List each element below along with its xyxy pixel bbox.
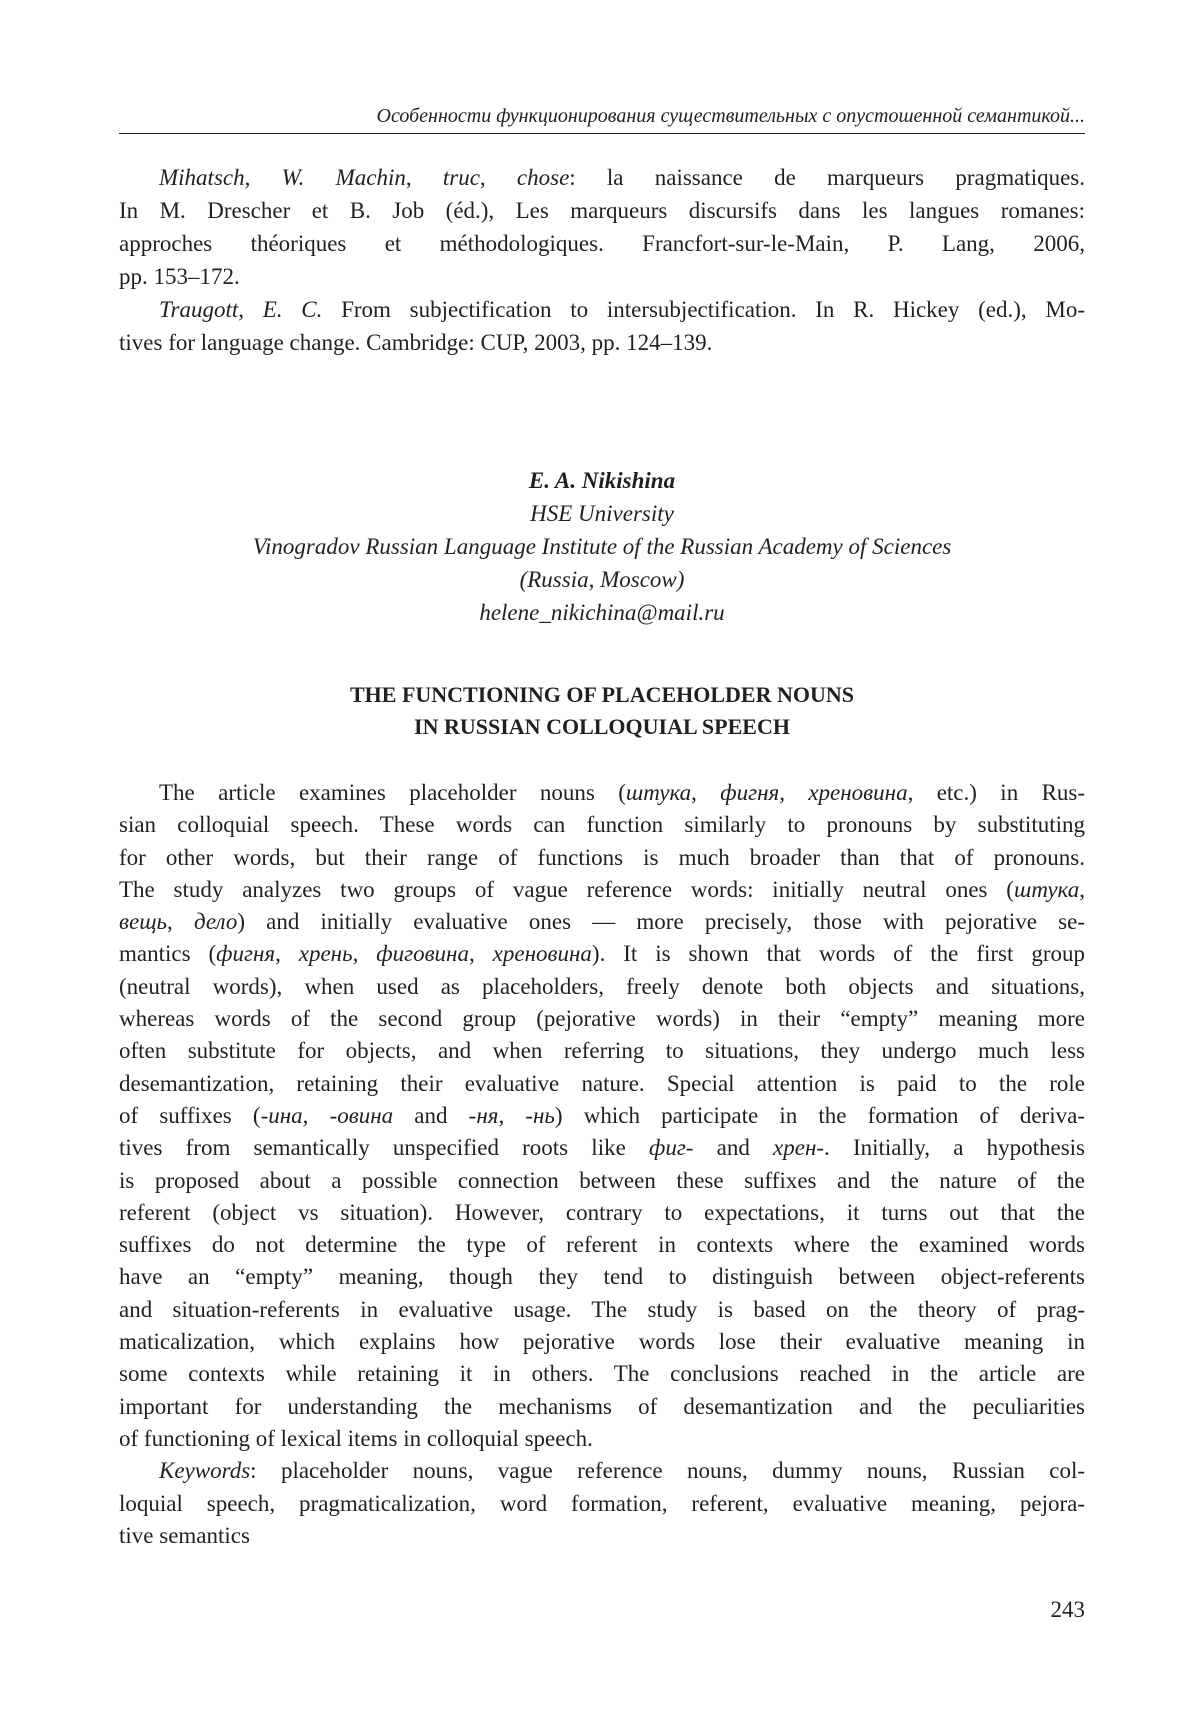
text-line: [119, 842, 1085, 874]
text-line: [119, 293, 1085, 326]
italic-text: truc: [442, 165, 480, 190]
text-line: [119, 1003, 1085, 1035]
author-affiliation: HSE University: [530, 501, 674, 526]
italic-text: -нь: [525, 1102, 555, 1128]
author-block: [119, 464, 1085, 629]
text-span: ,: [468, 941, 493, 967]
text-span: From subjectification to intersubjectification. In R. Hickey (ed.), Mo-: [322, 297, 1085, 322]
text-span: . Initially, a hypothesis: [824, 1135, 1085, 1161]
text-span: sian colloquial speech. These words can function similarly to pronouns by substituting: [119, 812, 1085, 838]
text-line: [119, 809, 1085, 841]
text-line: [119, 1261, 1085, 1293]
italic-text: хрен-: [773, 1135, 825, 1161]
text-span: whereas words of the second group (pejorative words) in their “empty” meaning more: [119, 1006, 1085, 1032]
text-span: of suffixes (: [119, 1102, 261, 1128]
text-span: ) and initially evaluative ones — more precisely, those with pejorative se-: [237, 909, 1085, 935]
text-line: [119, 194, 1085, 227]
author-location: (Russia, Moscow): [519, 567, 685, 592]
italic-text: Mihatsch, W. Machin: [159, 165, 406, 190]
italic-text: хрень: [298, 941, 353, 967]
text-span: ,: [167, 909, 194, 935]
text-span: ,: [498, 1102, 526, 1128]
text-line: [119, 1197, 1085, 1229]
italic-text: хреновина: [492, 941, 592, 967]
running-header: Особенности функционирования существительных с опустошенной семантикой...: [376, 105, 1085, 127]
text-span: approches théoriques et méthodologiques. Francfort-sur-le-Main, P. Lang, 2006,: [119, 231, 1085, 256]
references-list: [119, 161, 1085, 359]
text-span: ). It is shown that words of the first group: [591, 941, 1085, 967]
italic-text: штука: [625, 780, 692, 805]
text-span: tives from semantically unspecified roots like: [119, 1135, 649, 1161]
text-span: In M. Drescher et B. Job (éd.), Les marqueurs discursifs dans les langues romanes:: [119, 198, 1085, 223]
abstract-paragraph: [119, 777, 1085, 1455]
italic-text: штука: [1013, 876, 1080, 902]
text-line: [119, 1035, 1085, 1067]
text-span: ,: [691, 780, 721, 805]
text-line: [119, 938, 1085, 970]
text-line: [119, 1165, 1085, 1197]
author-name: E. A. Nikishina: [528, 468, 676, 493]
article-title-line: THE FUNCTIONING OF PLACEHOLDER NOUNS: [349, 682, 854, 707]
text-span: loquial speech, pragmaticalization, word formation, referent, evaluative meaning, pejora-: [119, 1490, 1085, 1516]
text-span: pp. 153–172.: [119, 264, 240, 289]
text-span: often substitute for objects, and when referring to situations, they undergo much less: [119, 1038, 1085, 1064]
text-line: [119, 971, 1085, 1003]
text-line: [119, 1520, 1085, 1552]
text-line: [119, 777, 1085, 809]
italic-text: хреновина: [808, 780, 908, 805]
text-span: The article examines placeholder nouns (: [159, 780, 626, 805]
text-line: [119, 1132, 1085, 1164]
article-title-line: IN RUSSIAN COLLOQUIAL SPEECH: [414, 714, 790, 739]
text-line: [119, 1100, 1085, 1132]
text-span: important for understanding the mechanisms of desemantization and the peculiarities: [119, 1393, 1085, 1419]
reference-entry: [119, 293, 1085, 359]
text-line: [119, 1488, 1085, 1520]
text-span: ,: [479, 165, 517, 190]
italic-text: фиговина: [376, 941, 469, 967]
text-line: [119, 161, 1085, 194]
text-line: [119, 1391, 1085, 1423]
text-line: [119, 874, 1085, 906]
text-span: and: [693, 1135, 774, 1161]
italic-text: -ина: [260, 1102, 303, 1128]
italic-text: вещь: [119, 909, 168, 935]
italic-text: фиг-: [648, 1135, 694, 1161]
abstract-section: [119, 777, 1085, 1552]
text-span: , etc.) in Rus-: [907, 780, 1086, 805]
text-line: [119, 326, 1085, 359]
text-span: maticalization, which explains how pejorative words lose their evaluative meaning in: [119, 1329, 1085, 1355]
italic-text: фигня: [216, 941, 276, 967]
keywords-paragraph: [119, 1455, 1085, 1552]
reference-entry: [119, 161, 1085, 293]
text-span: have an “empty” meaning, though they tend to distinguish between object-referents: [119, 1264, 1085, 1290]
italic-text: chose: [516, 165, 570, 190]
text-span: ,: [275, 941, 299, 967]
italic-text: -овина: [329, 1102, 394, 1128]
text-span: tives for language change. Cambridge: CUP, 2003, pp. 124–139.: [119, 330, 713, 355]
text-span: ,: [779, 780, 809, 805]
text-line: [119, 1358, 1085, 1390]
text-span: some contexts while retaining it in others. The conclusions reached in the article are: [119, 1361, 1085, 1387]
text-span: is proposed about a possible connection between these suffixes and the nature of the: [119, 1167, 1085, 1193]
text-span: : la naissance de marqueurs pragmatiques.: [569, 165, 1085, 190]
text-line: [119, 1068, 1085, 1100]
author-affiliation: Vinogradov Russian Language Institute of the Russian Academy of Sciences: [252, 534, 952, 559]
author-email: helene_nikichina@mail.ru: [479, 600, 725, 625]
text-span: (neutral words), when used as placeholders, freely denote both objects and situations,: [119, 973, 1085, 999]
text-span: desemantization, retaining their evaluative nature. Special attention is paid to the role: [119, 1070, 1085, 1096]
text-span: of functioning of lexical items in colloquial speech.: [119, 1425, 593, 1451]
text-line: [119, 227, 1085, 260]
text-span: ,: [1079, 876, 1085, 902]
text-line: [119, 1229, 1085, 1261]
italic-text: Traugott, E. C.: [159, 297, 323, 322]
text-line: [119, 1326, 1085, 1358]
text-line: [119, 1423, 1085, 1455]
text-line: [119, 906, 1085, 938]
italic-text: дело: [193, 909, 238, 935]
text-span: : placeholder nouns, vague reference nouns, dummy nouns, Russian col-: [250, 1458, 1085, 1484]
header-divider: [119, 133, 1085, 134]
text-span: ,: [405, 165, 443, 190]
text-span: and: [393, 1102, 469, 1128]
text-span: and situation-referents in evaluative usage. The study is based on the theory of prag-: [119, 1296, 1085, 1322]
article-title: [119, 679, 1085, 743]
text-line: [119, 260, 1085, 293]
text-span: ) which participate in the formation of deriva-: [554, 1102, 1085, 1128]
italic-text: фигня: [720, 780, 780, 805]
text-line: [119, 1294, 1085, 1326]
text-span: The study analyzes two groups of vague reference words: initially neutral ones (: [119, 876, 1014, 902]
italic-text: -ня: [468, 1102, 499, 1128]
text-span: for other words, but their range of functions is much broader than that of pronouns.: [119, 844, 1085, 870]
page-number: 243: [1050, 1597, 1085, 1622]
italic-text: Keywords: [159, 1458, 251, 1484]
text-span: mantics (: [119, 941, 217, 967]
text-span: referent (object vs situation). However, contrary to expectations, it turns out that the: [119, 1199, 1085, 1225]
text-span: ,: [302, 1102, 330, 1128]
text-span: ,: [352, 941, 377, 967]
text-span: suffixes do not determine the type of referent in contexts where the examined words: [119, 1232, 1085, 1258]
text-line: [119, 1455, 1085, 1487]
text-span: tive semantics: [119, 1522, 250, 1548]
